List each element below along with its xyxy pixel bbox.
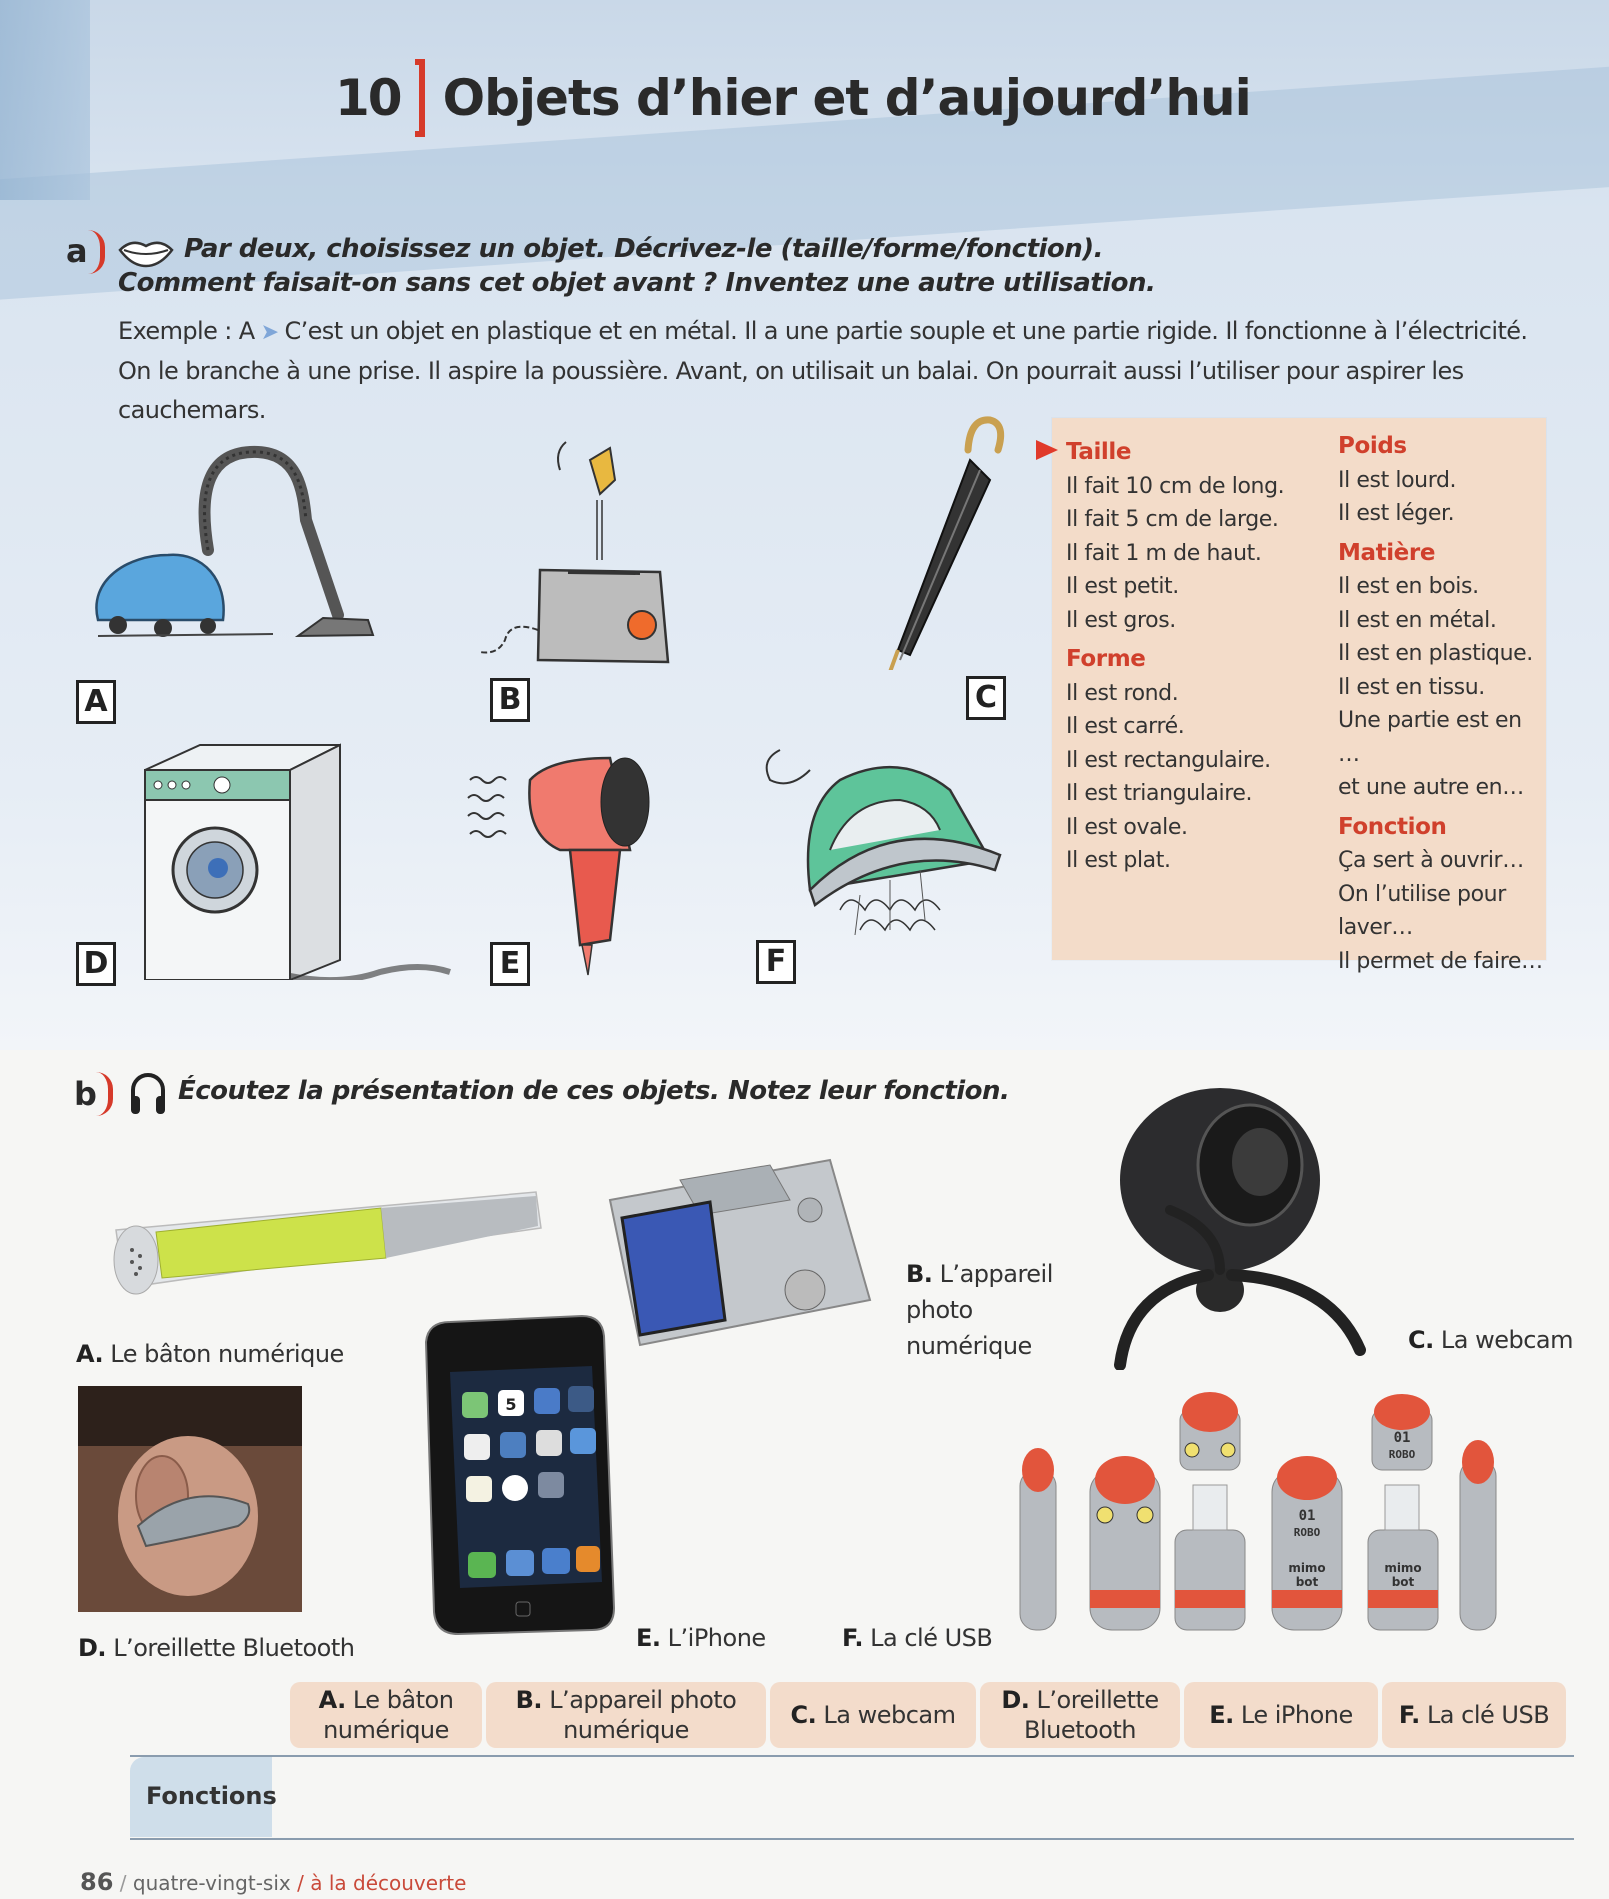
chip-a-line2: numérique bbox=[323, 1716, 449, 1744]
chip-b-line2: numérique bbox=[563, 1716, 689, 1744]
illustration-letter-b: B bbox=[490, 678, 530, 722]
lesson-number: 10 bbox=[335, 69, 401, 127]
usb-text-01: 01 bbox=[1298, 1508, 1316, 1524]
photo-label-f-text: La clé USB bbox=[870, 1624, 993, 1652]
vocab-item: Il est petit. bbox=[1066, 574, 1179, 599]
vocab-heading-taille: Taille bbox=[1066, 439, 1132, 465]
usb-key-photo bbox=[1010, 1390, 1590, 1640]
chip-f bbox=[1382, 1682, 1566, 1748]
chip-a bbox=[290, 1682, 482, 1748]
vocab-item: Une partie est en … bbox=[1338, 708, 1522, 767]
vocab-item: Il est en bois. bbox=[1338, 574, 1479, 599]
chip-d-line2: Bluetooth bbox=[1023, 1716, 1136, 1744]
digital-camera-photo bbox=[600, 1140, 880, 1360]
chip-d bbox=[980, 1682, 1180, 1748]
vocab-item: Il est en plastique. bbox=[1338, 641, 1533, 666]
steam-iron-illustration bbox=[750, 730, 1040, 970]
lesson-title: Objets d’hier et d’aujourd’hui bbox=[442, 69, 1251, 127]
chip-b-line1: L’appareil photo bbox=[549, 1686, 737, 1714]
example-text: C’est un objet en plastique et en métal. Il a une partie souple et une partie rigide. Il fonctionne à l’électricité. On le branche à une prise. Il aspire la poussière. Avant, on utilisait un balai. On pourrait aussi l’utiliser pour aspirer les cauchemars. bbox=[118, 317, 1528, 424]
arrow-right-icon: ➤ bbox=[260, 320, 279, 345]
chip-c-line1: La webcam bbox=[823, 1701, 956, 1729]
photo-label-a bbox=[76, 1336, 344, 1372]
chip-e-letter: E. bbox=[1209, 1701, 1234, 1729]
vocab-item: laver… bbox=[1338, 915, 1413, 940]
background-left-strip bbox=[0, 0, 90, 200]
vocab-item: Il est en tissu. bbox=[1338, 674, 1485, 700]
section-b-instruction: Écoutez la présentation de ces objets. Notez leur fonction. bbox=[178, 1076, 1010, 1106]
vacuum-cleaner-illustration bbox=[88, 430, 378, 650]
section-a-instruction-2: Comment faisait-on sans cet objet avant ? Inventez une autre utilisation. bbox=[118, 268, 1156, 298]
chip-b-letter: B. bbox=[515, 1686, 543, 1714]
photo-label-f-letter: F. bbox=[842, 1624, 863, 1652]
photo-label-a-letter: A. bbox=[76, 1340, 104, 1368]
vocab-item: Il est carré. bbox=[1066, 714, 1185, 739]
vocab-item: Il est léger. bbox=[1338, 501, 1455, 526]
photo-label-e bbox=[636, 1620, 766, 1656]
illustration-letter-e: E bbox=[490, 942, 530, 986]
illustration-letter-c: C bbox=[966, 676, 1006, 720]
fonctions-label: Fonctions bbox=[146, 1782, 277, 1810]
vocab-heading-matiere: Matière bbox=[1338, 539, 1436, 566]
usb-cap-text-01: 01 bbox=[1393, 1430, 1411, 1446]
vocab-item: Il est en métal. bbox=[1338, 607, 1497, 633]
usb-brand-bot: bot bbox=[1295, 1575, 1319, 1589]
vocab-column-2 bbox=[1338, 424, 1546, 978]
section-b-letter: b bbox=[74, 1075, 97, 1113]
photo-label-a-text: Le bâton numérique bbox=[110, 1340, 344, 1368]
chip-d-line1: L’oreillette bbox=[1036, 1686, 1159, 1714]
vocab-item: Ça sert à ouvrir… bbox=[1338, 848, 1524, 873]
vocab-item: Il fait 10 cm de long. bbox=[1066, 473, 1285, 499]
photo-label-d-letter: D. bbox=[78, 1634, 107, 1662]
vocab-heading-forme: Forme bbox=[1066, 646, 1146, 672]
vocab-item: Il est rond. bbox=[1066, 680, 1179, 706]
photo-label-c-letter: C. bbox=[1408, 1326, 1434, 1354]
chip-b bbox=[486, 1682, 766, 1748]
iphone-calendar-date: 5 bbox=[505, 1395, 517, 1414]
headphones-icon bbox=[128, 1068, 168, 1116]
vocab-item: et une autre en… bbox=[1338, 775, 1524, 800]
photo-label-b bbox=[906, 1256, 1053, 1364]
usb-brand-bot-2: bot bbox=[1391, 1575, 1415, 1589]
section-a-instruction-1: Par deux, choisissez un objet. Décrivez-le (taille/forme/fonction). bbox=[184, 234, 1104, 264]
chip-e-line1: Le iPhone bbox=[1240, 1701, 1353, 1729]
photo-label-e-text: L’iPhone bbox=[667, 1624, 766, 1652]
vocab-item: Il permet de faire… bbox=[1338, 948, 1543, 974]
photo-label-c-text: La webcam bbox=[1440, 1326, 1573, 1354]
photo-label-b-line3: numérique bbox=[906, 1332, 1032, 1360]
page-number: 86 bbox=[80, 1868, 114, 1896]
page-footer bbox=[80, 1868, 466, 1896]
photo-label-e-letter: E. bbox=[636, 1624, 661, 1652]
title-bracket bbox=[415, 59, 425, 137]
photo-label-b-letter: B. bbox=[906, 1260, 933, 1288]
vocab-item: Il est lourd. bbox=[1338, 467, 1457, 493]
chip-a-letter: A. bbox=[318, 1686, 346, 1714]
iphone-photo bbox=[414, 1312, 624, 1638]
vocab-column-1 bbox=[1066, 430, 1284, 878]
page-title bbox=[335, 58, 1251, 138]
usb-cap-text-robo: ROBO bbox=[1388, 1448, 1416, 1461]
illustration-letter-d: D bbox=[76, 942, 116, 986]
footer-part: à la découverte bbox=[310, 1871, 467, 1895]
table-rule-bottom bbox=[130, 1838, 1574, 1840]
chip-f-line1: La clé USB bbox=[1426, 1701, 1550, 1729]
vocab-item: Il est triangulaire. bbox=[1066, 781, 1253, 806]
vocab-item: Il fait 5 cm de large. bbox=[1066, 507, 1279, 532]
webcam-photo bbox=[1090, 1070, 1390, 1370]
usb-brand-mimo-2: mimo bbox=[1384, 1561, 1422, 1575]
vocab-item: Il est rectangulaire. bbox=[1066, 747, 1271, 773]
photo-label-d-text: L’oreillette Bluetooth bbox=[113, 1634, 355, 1662]
triangle-pointer-icon bbox=[1036, 440, 1058, 460]
vocab-item: Il est ovale. bbox=[1066, 814, 1188, 840]
chip-c-letter: C. bbox=[790, 1701, 817, 1729]
illustration-letter-a: A bbox=[76, 680, 116, 724]
table-rule-top bbox=[130, 1755, 1574, 1757]
footer-separator-2: / bbox=[297, 1871, 304, 1895]
chip-a-line1: Le bâton bbox=[352, 1686, 454, 1714]
bluetooth-earpiece-photo bbox=[78, 1386, 302, 1612]
vocab-item: Il est gros. bbox=[1066, 607, 1176, 633]
vocab-heading-fonction: Fonction bbox=[1338, 813, 1447, 840]
toaster-illustration bbox=[450, 430, 680, 670]
photo-label-b-line2: photo bbox=[906, 1296, 973, 1324]
vocab-item: On l’utilise pour bbox=[1338, 881, 1506, 907]
photo-label-c bbox=[1408, 1322, 1573, 1358]
chip-c bbox=[770, 1682, 976, 1748]
photo-label-f bbox=[842, 1620, 992, 1656]
photo-label-d bbox=[78, 1630, 354, 1666]
photo-label-b-line1: L’appareil bbox=[939, 1260, 1053, 1288]
page-number-words: quatre-vingt-six bbox=[132, 1871, 291, 1895]
vocab-heading-poids: Poids bbox=[1338, 433, 1407, 459]
digital-stick-photo bbox=[96, 1170, 546, 1310]
example-label: Exemple : A bbox=[118, 317, 255, 345]
section-a-letter: a bbox=[66, 232, 88, 270]
vocab-item: Il fait 1 m de haut. bbox=[1066, 540, 1262, 566]
vocabulary-box bbox=[1052, 418, 1546, 974]
umbrella-illustration bbox=[820, 410, 1020, 670]
answer-table-header bbox=[290, 1682, 1574, 1748]
chip-d-letter: D. bbox=[1001, 1686, 1030, 1714]
illustration-letter-f: F bbox=[756, 940, 796, 984]
usb-brand-mimo: mimo bbox=[1288, 1561, 1326, 1575]
washing-machine-illustration bbox=[140, 740, 470, 980]
chip-e bbox=[1184, 1682, 1378, 1748]
chip-f-letter: F. bbox=[1398, 1701, 1420, 1729]
vocab-item: Il est plat. bbox=[1066, 848, 1171, 873]
footer-separator: / bbox=[119, 1871, 127, 1895]
mouth-icon bbox=[118, 236, 174, 268]
usb-text-robo: ROBO bbox=[1293, 1526, 1321, 1539]
